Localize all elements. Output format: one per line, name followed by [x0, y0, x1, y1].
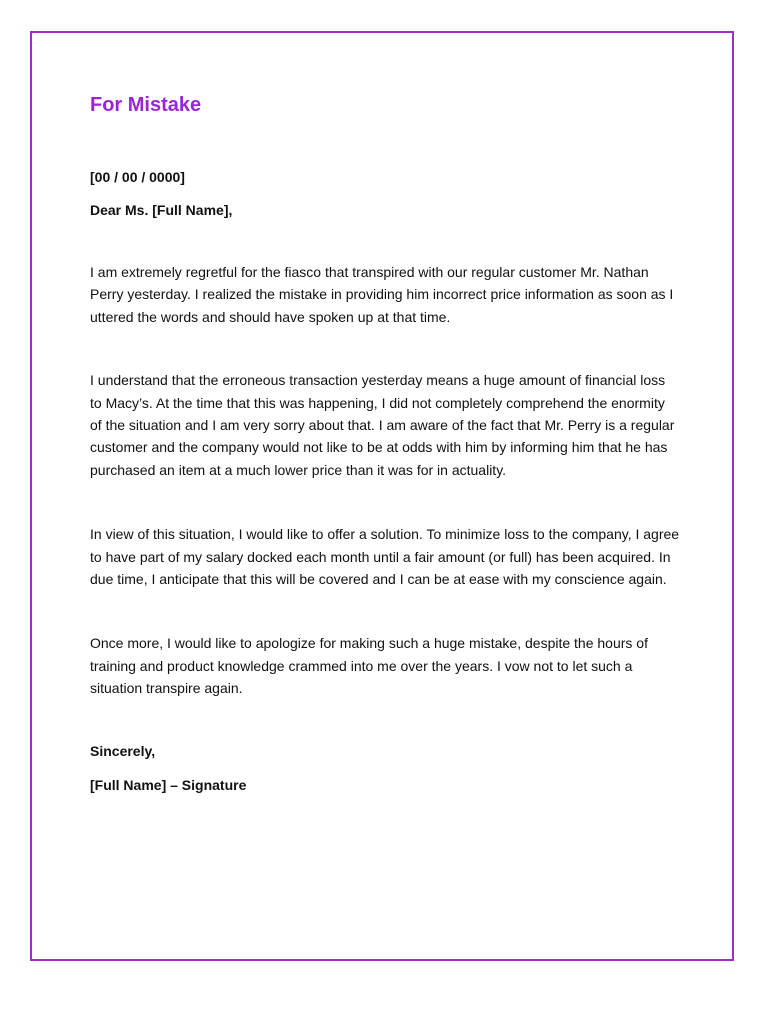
document-title: For Mistake	[90, 94, 202, 116]
letter-body	[90, 92, 680, 795]
salutation: Dear Ms. [Full Name],	[90, 202, 233, 218]
paragraph-2: I understand that the erroneous transaction yesterday means a huge amount of financial loss to Macy’s. At the time that this was happening, I did not completely comprehend the enormity of the situation and I am very sorry about that. I am aware of the fact that Mr. Perry is a regular customer and the company would not like to be at odds with him by informing him that he has purchased an item at a much lower price than it was for in actuality.	[90, 372, 675, 478]
closing: Sincerely,	[90, 742, 156, 759]
paragraph-1: I am extremely regretful for the fiasco that transpired with our regular customer Mr. Nathan Perry yesterday. I realized the mistake in providing him incorrect price information as soon as I uttered the words and should have spoken up at that time.	[90, 264, 674, 325]
letter-date: [00 / 00 / 0000]	[90, 169, 185, 185]
paragraph-3: In view of this situation, I would like to offer a solution. To minimize loss to the company, I agree to have part of my salary docked each month until a fair amount (or full) has been acquired. In due time, I anticipate that this will be covered and I can be at ease with my conscience again.	[90, 526, 680, 588]
signature-line: [Full Name] – Signature	[90, 776, 247, 793]
paragraph-4: Once more, I would like to apologize for making such a huge mistake, despite the hours of training and product knowledge crammed into me over the years. I vow not to let such a situation transpire again.	[90, 635, 648, 697]
